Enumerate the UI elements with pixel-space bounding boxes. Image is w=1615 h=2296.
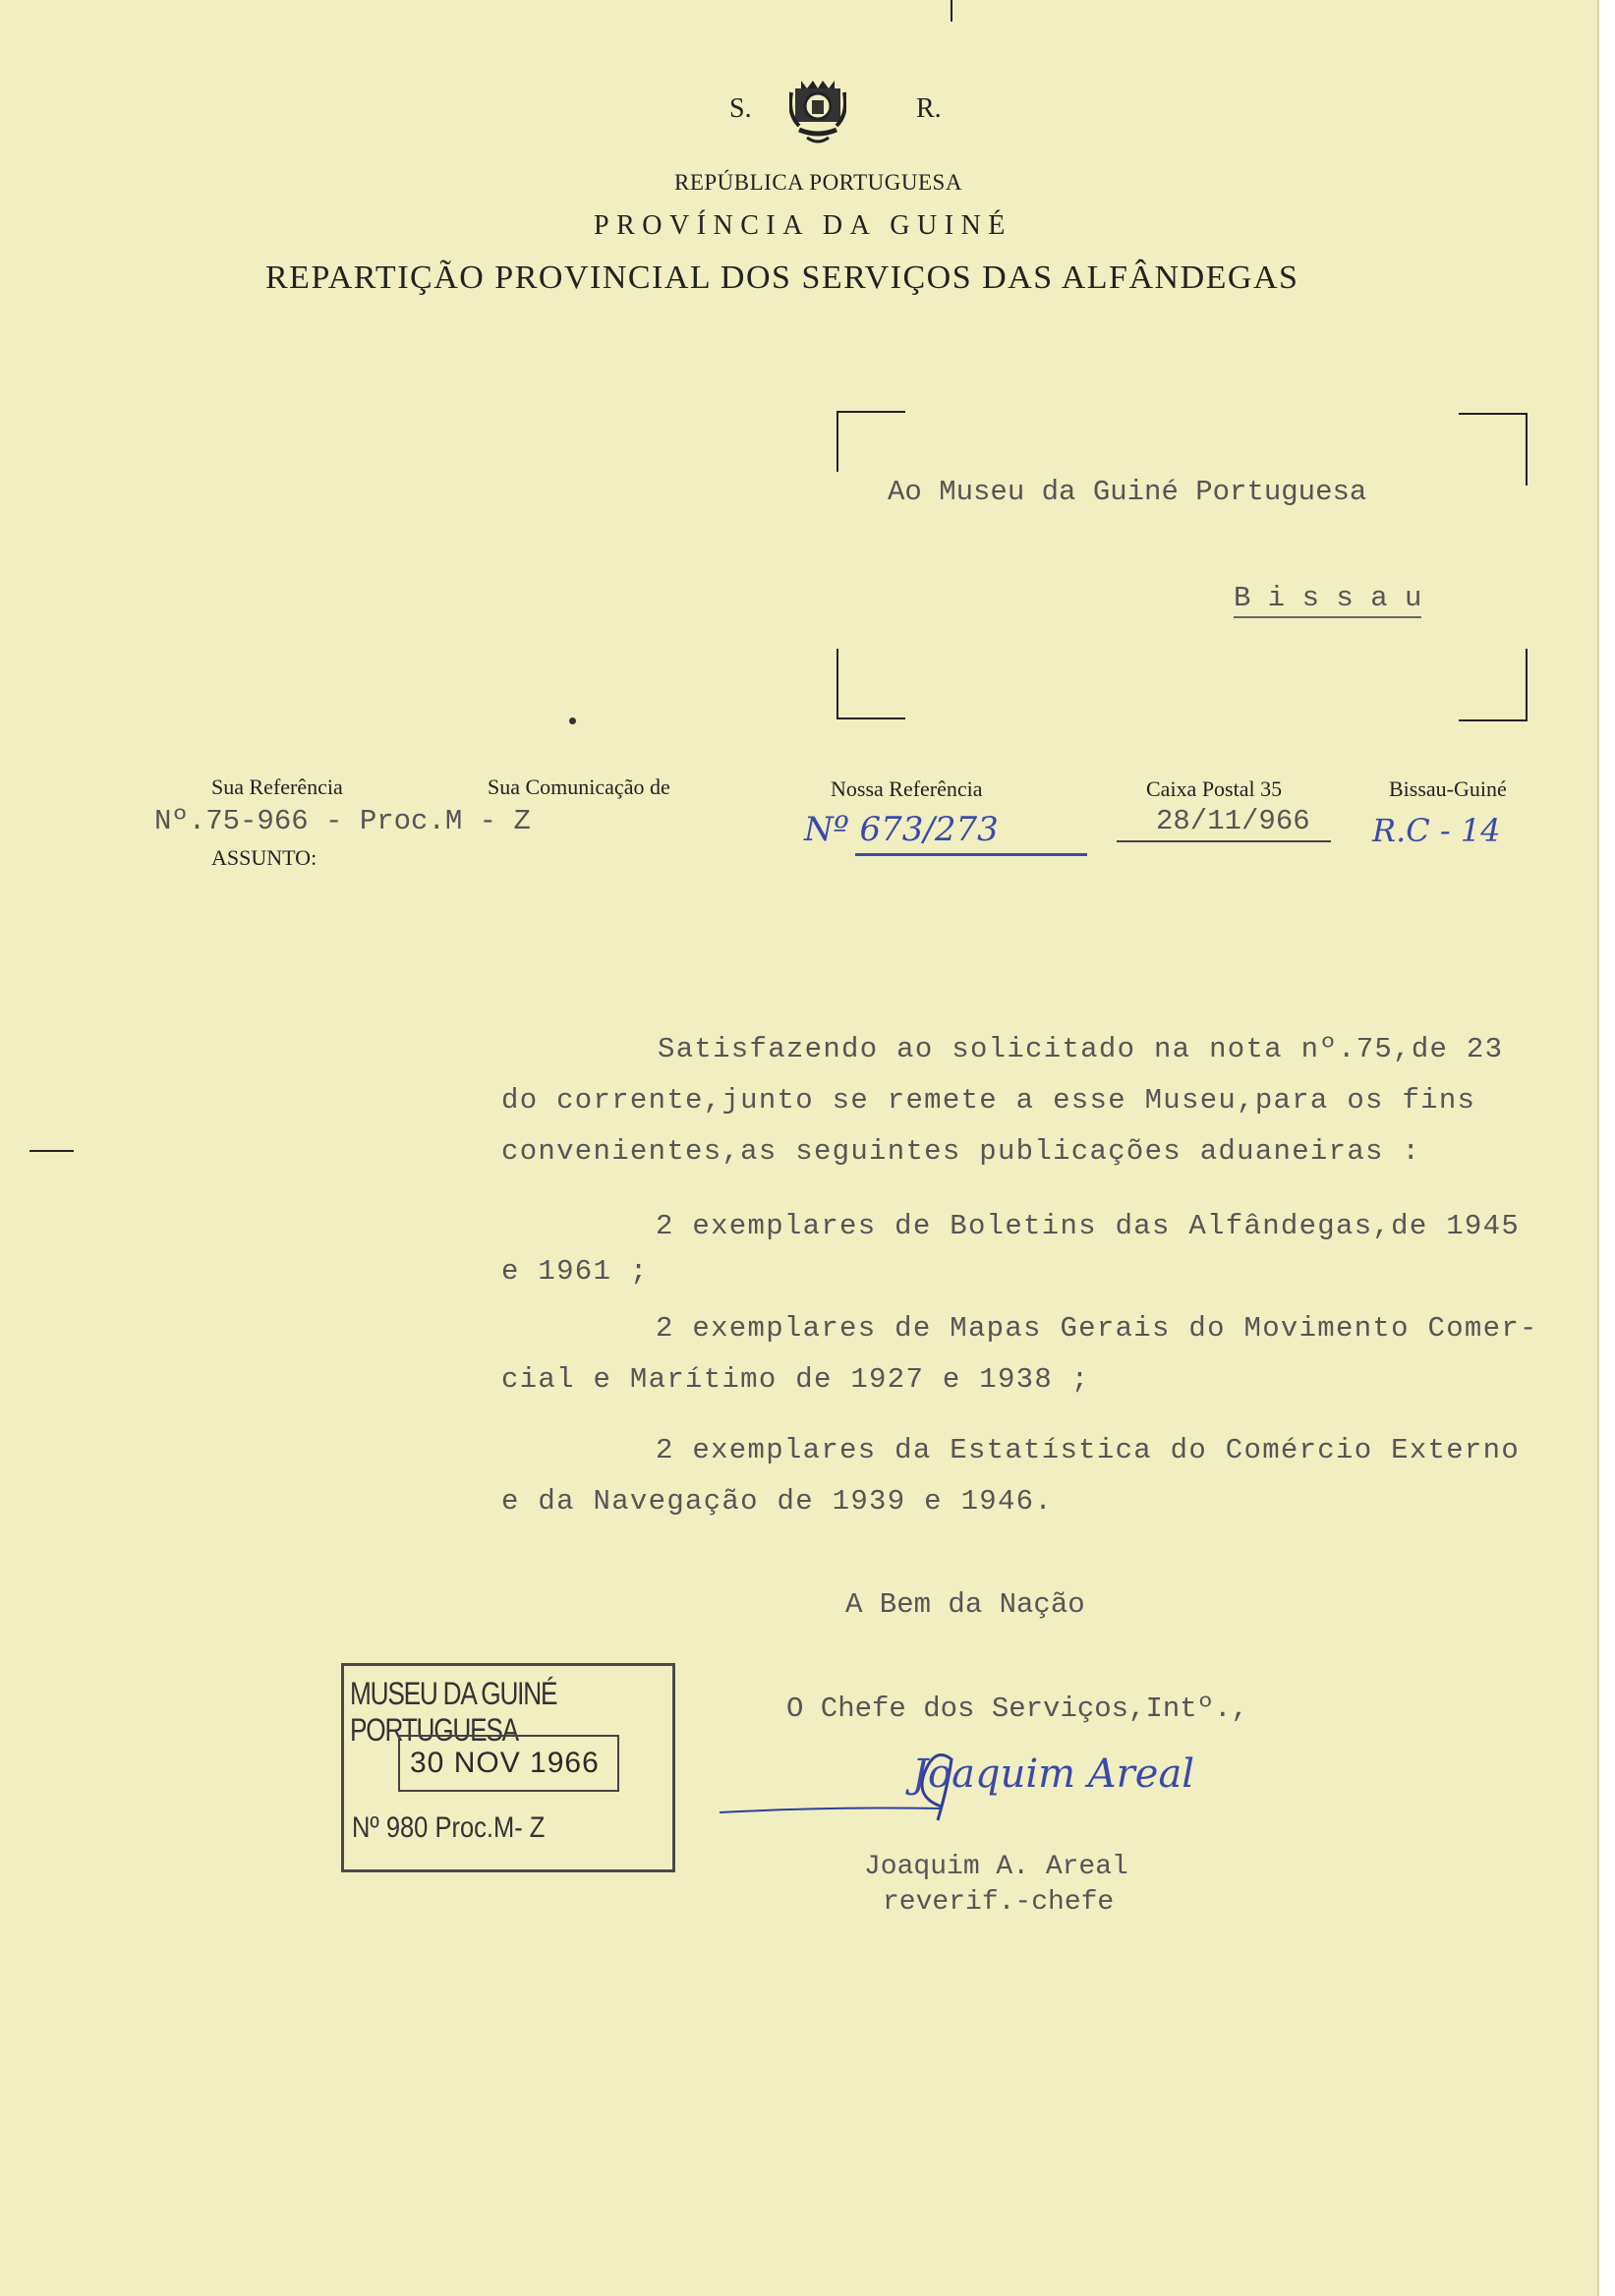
date-underline — [1117, 840, 1331, 842]
body-line-4: 2 exemplares de Boletins das Alfândegas,de 1945 — [656, 1210, 1521, 1242]
closing-title: O Chefe dos Serviços,Intº., — [786, 1693, 1248, 1725]
body-line-9: e da Navegação de 1939 e 1946. — [501, 1485, 1054, 1518]
address-corner-br-h — [1459, 719, 1528, 721]
address-corner-tr-h — [1459, 413, 1528, 415]
body-line-5: e 1961 ; — [501, 1255, 649, 1288]
letterhead-province: PROVÍNCIA DA GUINÉ — [594, 210, 1012, 241]
sua-referencia-label: Sua Referência — [211, 775, 343, 799]
closing-name: Joaquim A. Areal — [864, 1852, 1128, 1882]
body-line-1: Satisfazendo ao solicitado na nota nº.75,de 23 — [658, 1033, 1504, 1065]
address-corner-tl-v — [836, 411, 838, 472]
body-line-3: convenientes,as seguintes publicações aduaneiras : — [501, 1135, 1421, 1168]
museum-receipt-stamp — [341, 1663, 675, 1872]
stamp-date: 30 NOV 1966 — [410, 1747, 600, 1779]
address-corner-tr-v — [1526, 413, 1528, 486]
caixa-postal-label: Caixa Postal 35 — [1146, 776, 1283, 801]
body-line-2: do corrente,junto se remete a esse Museu,para os fins — [501, 1084, 1476, 1117]
stamp-title: MUSEU DA GUINÉ PORTUGUESA — [350, 1676, 557, 1748]
place-label: Bissau-Guiné — [1389, 776, 1507, 801]
handwritten-note: R.C - 14 — [1372, 812, 1501, 849]
fold-mark — [951, 0, 952, 22]
letterhead-republic: REPÚBLICA PORTUGUESA — [674, 170, 962, 195]
address-corner-bl-h — [836, 718, 905, 719]
closing-salutation: A Bem da Nação — [845, 1588, 1085, 1621]
letterhead-right-letter: R. — [916, 93, 942, 124]
letterhead-left-letter: S. — [729, 93, 752, 124]
stamp-date-box — [398, 1735, 619, 1792]
address-corner-bl-v — [836, 649, 838, 719]
stamp-number: Nº 980 Proc.M- Z — [352, 1811, 546, 1844]
nossa-referencia-value: Nº 673/273 — [804, 810, 999, 849]
nossa-referencia-label: Nossa Referência — [831, 776, 983, 801]
letterhead-department: REPARTIÇÃO PROVINCIAL DOS SERVIÇOS DAS ALFÂNDEGAS — [265, 259, 1299, 296]
date-value: 28/11/966 — [1156, 805, 1310, 837]
body-line-8: 2 exemplares da Estatística do Comércio Externo — [656, 1434, 1521, 1466]
coat-of-arms-icon — [789, 77, 846, 149]
sua-referencia-value: Nº.75-966 - Proc.M - Z — [154, 805, 531, 837]
body-line-6: 2 exemplares de Mapas Gerais do Movimento Comer- — [656, 1312, 1538, 1345]
address-corner-tl-h — [836, 411, 905, 413]
body-line-7: cial e Marítimo de 1927 e 1938 ; — [501, 1363, 1090, 1396]
nossa-referencia-underline — [855, 853, 1087, 856]
signature: Joaquim Areal — [912, 1751, 1195, 1797]
closing-position: reverif.-chefe — [883, 1887, 1115, 1918]
address-corner-br-v — [1526, 649, 1528, 721]
page-edge — [1597, 0, 1615, 2296]
address-recipient: Ao Museu da Guiné Portuguesa — [888, 476, 1367, 508]
ink-dot — [569, 718, 576, 724]
punch-mark — [29, 1150, 74, 1152]
address-city: B i s s a u — [1234, 582, 1421, 618]
assunto-label: ASSUNTO: — [211, 845, 317, 870]
sua-comunicacao-label: Sua Comunicação de — [488, 775, 670, 799]
